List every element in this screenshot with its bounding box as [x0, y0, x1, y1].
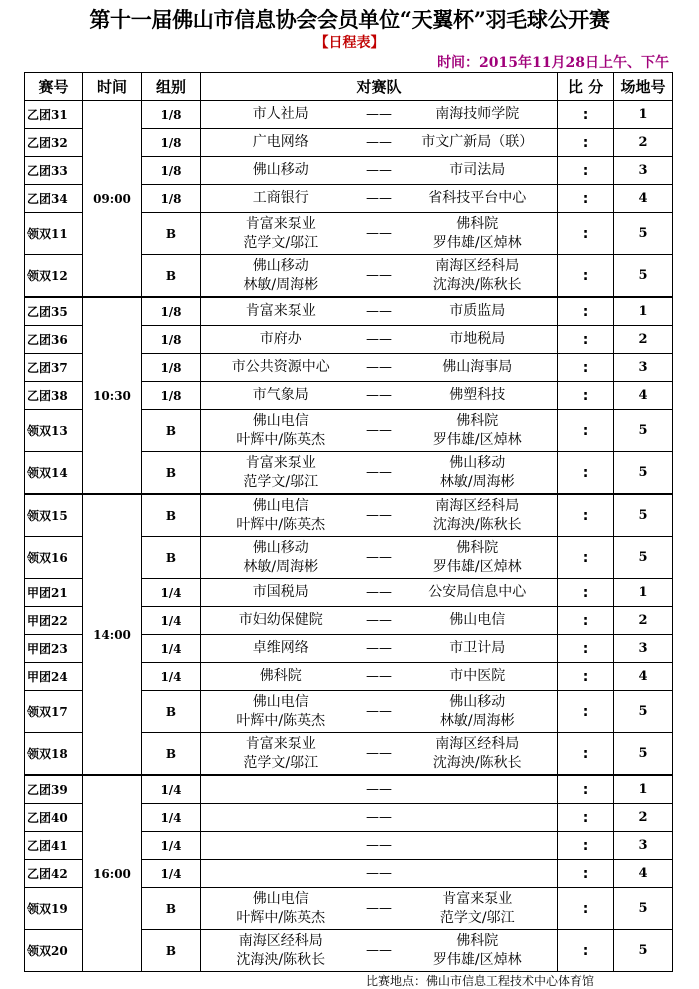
team-b-name: 佛山移动 — [449, 454, 506, 471]
team-a — [201, 213, 361, 255]
score-cell: : — [558, 691, 614, 733]
team-a-name: 佛山移动 — [252, 539, 309, 556]
team-a-name: 肯富来泵业 — [245, 735, 316, 752]
court-number: 5 — [614, 930, 673, 972]
team-b — [398, 860, 558, 888]
versus-dash: —— — [361, 101, 398, 129]
match-number: 乙团33 — [25, 157, 83, 185]
versus-dash: —— — [361, 804, 398, 832]
versus-dash: —— — [361, 832, 398, 860]
versus-dash: —— — [361, 452, 398, 495]
match-number: 领双14 — [25, 452, 83, 495]
court-number: 2 — [614, 804, 673, 832]
schedule-date: 时间：2015年11月28日上午、下午 — [437, 55, 669, 71]
score-cell: : — [558, 860, 614, 888]
versus-dash: —— — [361, 326, 398, 354]
court-number: 5 — [614, 691, 673, 733]
court-number: 3 — [614, 157, 673, 185]
match-number: 乙团31 — [25, 101, 83, 129]
court-number: 1 — [614, 101, 673, 129]
match-number: 领双16 — [25, 537, 83, 579]
court-number: 5 — [614, 452, 673, 495]
team-b-name: 南海区经科局 — [435, 257, 520, 274]
team-a: 市国税局 — [201, 579, 361, 607]
match-group: 1/8 — [142, 185, 201, 213]
match-group: 1/4 — [142, 663, 201, 691]
match-group: 1/4 — [142, 832, 201, 860]
team-a — [201, 255, 361, 298]
match-number: 甲团23 — [25, 635, 83, 663]
versus-dash: —— — [361, 494, 398, 537]
court-number: 5 — [614, 213, 673, 255]
team-b-name: 肯富来泵业 — [442, 890, 513, 907]
court-number: 4 — [614, 663, 673, 691]
match-group: 1/8 — [142, 129, 201, 157]
match-time: 09:00 — [83, 101, 142, 298]
match-number: 乙团35 — [25, 297, 83, 326]
match-number: 乙团41 — [25, 832, 83, 860]
schedule-body — [25, 101, 673, 972]
versus-dash: —— — [361, 860, 398, 888]
match-number: 乙团32 — [25, 129, 83, 157]
versus-dash: —— — [361, 775, 398, 804]
team-b — [398, 213, 558, 255]
match-number: 领双20 — [25, 930, 83, 972]
match-group: 1/8 — [142, 354, 201, 382]
team-a: 佛科院 — [201, 663, 361, 691]
court-number: 5 — [614, 537, 673, 579]
team-b-players: 罗伟雄/区焯林 — [432, 431, 522, 448]
team-a-players: 沈海泱/陈秋长 — [236, 951, 326, 968]
team-a: 市妇幼保健院 — [201, 607, 361, 635]
team-b: 佛塑科技 — [398, 382, 558, 410]
match-number: 领双12 — [25, 255, 83, 298]
score-cell: : — [558, 579, 614, 607]
match-number: 乙团38 — [25, 382, 83, 410]
versus-dash: —— — [361, 607, 398, 635]
team-b-name: 佛山移动 — [449, 693, 506, 710]
schedule-table — [24, 72, 673, 972]
team-b — [398, 410, 558, 452]
team-b: 市司法局 — [398, 157, 558, 185]
score-cell: : — [558, 804, 614, 832]
versus-dash: —— — [361, 930, 398, 972]
team-b-players: 林敏/周海彬 — [439, 712, 515, 729]
team-a — [201, 733, 361, 776]
match-group: B — [142, 537, 201, 579]
versus-dash: —— — [361, 382, 398, 410]
versus-dash: —— — [361, 129, 398, 157]
team-b — [398, 804, 558, 832]
match-group: B — [142, 930, 201, 972]
team-a-name: 佛山电信 — [252, 412, 309, 429]
team-b: 市质监局 — [398, 297, 558, 326]
team-b: 市中医院 — [398, 663, 558, 691]
match-group: B — [142, 410, 201, 452]
page-subtitle: 【日程表】 — [314, 35, 385, 51]
score-cell: : — [558, 101, 614, 129]
team-a — [201, 691, 361, 733]
team-a: 工商银行 — [201, 185, 361, 213]
team-a — [201, 930, 361, 972]
team-a-players: 叶辉中/陈英杰 — [236, 431, 326, 448]
header-score: 比 分 — [558, 73, 614, 101]
score-cell: : — [558, 382, 614, 410]
court-number: 2 — [614, 607, 673, 635]
match-number: 乙团40 — [25, 804, 83, 832]
header-teams: 对赛队 — [201, 73, 558, 101]
table-row — [25, 101, 673, 129]
court-number: 5 — [614, 494, 673, 537]
team-b — [398, 537, 558, 579]
match-number: 乙团42 — [25, 860, 83, 888]
team-b-players: 林敏/周海彬 — [439, 473, 515, 490]
match-group: B — [142, 888, 201, 930]
footer-note: 比赛地点：佛山市信息工程技术中心体育馆 — [366, 974, 595, 988]
court-number: 5 — [614, 255, 673, 298]
match-group: 1/8 — [142, 297, 201, 326]
match-number: 乙团37 — [25, 354, 83, 382]
team-b-name: 佛科院 — [456, 932, 499, 949]
team-b-players: 沈海泱/陈秋长 — [432, 516, 522, 533]
match-number: 甲团24 — [25, 663, 83, 691]
score-cell: : — [558, 129, 614, 157]
team-b-name: 佛科院 — [456, 412, 499, 429]
team-b: 市地税局 — [398, 326, 558, 354]
team-b — [398, 255, 558, 298]
court-number: 5 — [614, 733, 673, 776]
table-row — [25, 494, 673, 537]
team-b — [398, 888, 558, 930]
match-group: 1/4 — [142, 804, 201, 832]
team-a-players: 叶辉中/陈英杰 — [236, 516, 326, 533]
team-b — [398, 452, 558, 495]
score-cell: : — [558, 733, 614, 776]
team-a-name: 肯富来泵业 — [245, 454, 316, 471]
team-b: 市文广新局（联） — [398, 129, 558, 157]
team-b — [398, 775, 558, 804]
match-time: 10:30 — [83, 297, 142, 494]
match-group: B — [142, 213, 201, 255]
team-b — [398, 494, 558, 537]
team-a-players: 叶辉中/陈英杰 — [236, 712, 326, 729]
versus-dash: —— — [361, 297, 398, 326]
versus-dash: —— — [361, 579, 398, 607]
team-a — [201, 410, 361, 452]
team-a: 市公共资源中心 — [201, 354, 361, 382]
versus-dash: —— — [361, 410, 398, 452]
team-a — [201, 804, 361, 832]
table-row — [25, 297, 673, 326]
team-a-name: 佛山电信 — [252, 693, 309, 710]
score-cell: : — [558, 297, 614, 326]
court-number: 3 — [614, 832, 673, 860]
team-a-players: 范学文/邬江 — [243, 473, 319, 490]
match-group: B — [142, 452, 201, 495]
team-b — [398, 733, 558, 776]
match-group: 1/8 — [142, 157, 201, 185]
team-b-players: 沈海泱/陈秋长 — [432, 754, 522, 771]
team-b-name: 南海区经科局 — [435, 497, 520, 514]
court-number: 2 — [614, 326, 673, 354]
court-number: 4 — [614, 860, 673, 888]
match-time: 16:00 — [83, 775, 142, 972]
court-number: 5 — [614, 888, 673, 930]
score-cell: : — [558, 775, 614, 804]
court-number: 4 — [614, 382, 673, 410]
team-a: 佛山移动 — [201, 157, 361, 185]
match-time: 14:00 — [83, 494, 142, 775]
versus-dash: —— — [361, 663, 398, 691]
team-b-players: 沈海泱/陈秋长 — [432, 276, 522, 293]
table-row — [25, 775, 673, 804]
team-a-name: 佛山移动 — [252, 257, 309, 274]
court-number: 4 — [614, 185, 673, 213]
match-number: 乙团36 — [25, 326, 83, 354]
team-a: 广电网络 — [201, 129, 361, 157]
team-a: 市人社局 — [201, 101, 361, 129]
match-group: B — [142, 494, 201, 537]
score-cell: : — [558, 354, 614, 382]
score-cell: : — [558, 663, 614, 691]
team-a: 肯富来泵业 — [201, 297, 361, 326]
match-number: 领双19 — [25, 888, 83, 930]
team-a — [201, 832, 361, 860]
match-number: 乙团39 — [25, 775, 83, 804]
match-number: 领双11 — [25, 213, 83, 255]
versus-dash: —— — [361, 255, 398, 298]
team-a — [201, 775, 361, 804]
court-number: 3 — [614, 635, 673, 663]
header-court: 场地号 — [614, 73, 673, 101]
team-a — [201, 537, 361, 579]
team-a-name: 佛山电信 — [252, 890, 309, 907]
team-b-name: 佛科院 — [456, 215, 499, 232]
header-time: 时间 — [83, 73, 142, 101]
score-cell: : — [558, 255, 614, 298]
score-cell: : — [558, 537, 614, 579]
page-title: 第十一届佛山市信息协会会员单位“天翼杯”羽毛球公开赛 — [89, 7, 610, 32]
team-a-name: 肯富来泵业 — [245, 215, 316, 232]
team-b — [398, 691, 558, 733]
versus-dash: —— — [361, 354, 398, 382]
court-number: 2 — [614, 129, 673, 157]
team-b: 市卫计局 — [398, 635, 558, 663]
score-cell: : — [558, 326, 614, 354]
score-cell: : — [558, 157, 614, 185]
team-b: 省科技平台中心 — [398, 185, 558, 213]
score-cell: : — [558, 185, 614, 213]
score-cell: : — [558, 410, 614, 452]
team-b: 佛山电信 — [398, 607, 558, 635]
versus-dash: —— — [361, 691, 398, 733]
score-cell: : — [558, 213, 614, 255]
team-b — [398, 832, 558, 860]
match-group: 1/4 — [142, 635, 201, 663]
match-group: 1/4 — [142, 579, 201, 607]
score-cell: : — [558, 832, 614, 860]
match-group: 1/4 — [142, 607, 201, 635]
match-number: 领双18 — [25, 733, 83, 776]
header-match-no: 赛号 — [25, 73, 83, 101]
team-b-players: 罗伟雄/区焯林 — [432, 234, 522, 251]
match-number: 甲团22 — [25, 607, 83, 635]
versus-dash: —— — [361, 213, 398, 255]
score-cell: : — [558, 452, 614, 495]
score-cell: : — [558, 930, 614, 972]
match-group: 1/4 — [142, 775, 201, 804]
match-group: B — [142, 691, 201, 733]
team-a-players: 叶辉中/陈英杰 — [236, 909, 326, 926]
court-number: 5 — [614, 410, 673, 452]
score-cell: : — [558, 635, 614, 663]
header-group: 组别 — [142, 73, 201, 101]
team-a-name: 佛山电信 — [252, 497, 309, 514]
team-b-players: 罗伟雄/区焯林 — [432, 951, 522, 968]
team-a-players: 范学文/邬江 — [243, 754, 319, 771]
team-b: 南海技师学院 — [398, 101, 558, 129]
match-group: 1/4 — [142, 860, 201, 888]
team-a-players: 林敏/周海彬 — [243, 276, 319, 293]
versus-dash: —— — [361, 185, 398, 213]
team-a — [201, 860, 361, 888]
team-a: 卓维网络 — [201, 635, 361, 663]
score-cell: : — [558, 494, 614, 537]
court-number: 1 — [614, 579, 673, 607]
team-a: 市气象局 — [201, 382, 361, 410]
court-number: 1 — [614, 775, 673, 804]
court-number: 3 — [614, 354, 673, 382]
team-a-players: 范学文/邬江 — [243, 234, 319, 251]
team-b: 公安局信息中心 — [398, 579, 558, 607]
match-group: 1/8 — [142, 382, 201, 410]
team-b-name: 南海区经科局 — [435, 735, 520, 752]
match-number: 乙团34 — [25, 185, 83, 213]
match-number: 领双17 — [25, 691, 83, 733]
match-number: 甲团21 — [25, 579, 83, 607]
versus-dash: —— — [361, 733, 398, 776]
score-cell: : — [558, 888, 614, 930]
match-group: 1/8 — [142, 101, 201, 129]
team-b-players: 罗伟雄/区焯林 — [432, 558, 522, 575]
versus-dash: —— — [361, 537, 398, 579]
team-a — [201, 452, 361, 495]
match-number: 领双15 — [25, 494, 83, 537]
match-group: B — [142, 255, 201, 298]
team-a-players: 林敏/周海彬 — [243, 558, 319, 575]
team-b — [398, 930, 558, 972]
score-cell: : — [558, 607, 614, 635]
team-b: 佛山海事局 — [398, 354, 558, 382]
versus-dash: —— — [361, 157, 398, 185]
match-group: 1/8 — [142, 326, 201, 354]
court-number: 1 — [614, 297, 673, 326]
team-a — [201, 494, 361, 537]
match-number: 领双13 — [25, 410, 83, 452]
table-header-row — [25, 73, 673, 101]
team-a-name: 南海区经科局 — [238, 932, 323, 949]
team-b-name: 佛科院 — [456, 539, 499, 556]
team-b-players: 范学文/邬江 — [439, 909, 515, 926]
team-a — [201, 888, 361, 930]
versus-dash: —— — [361, 635, 398, 663]
match-group: B — [142, 733, 201, 776]
versus-dash: —— — [361, 888, 398, 930]
team-a: 市府办 — [201, 326, 361, 354]
